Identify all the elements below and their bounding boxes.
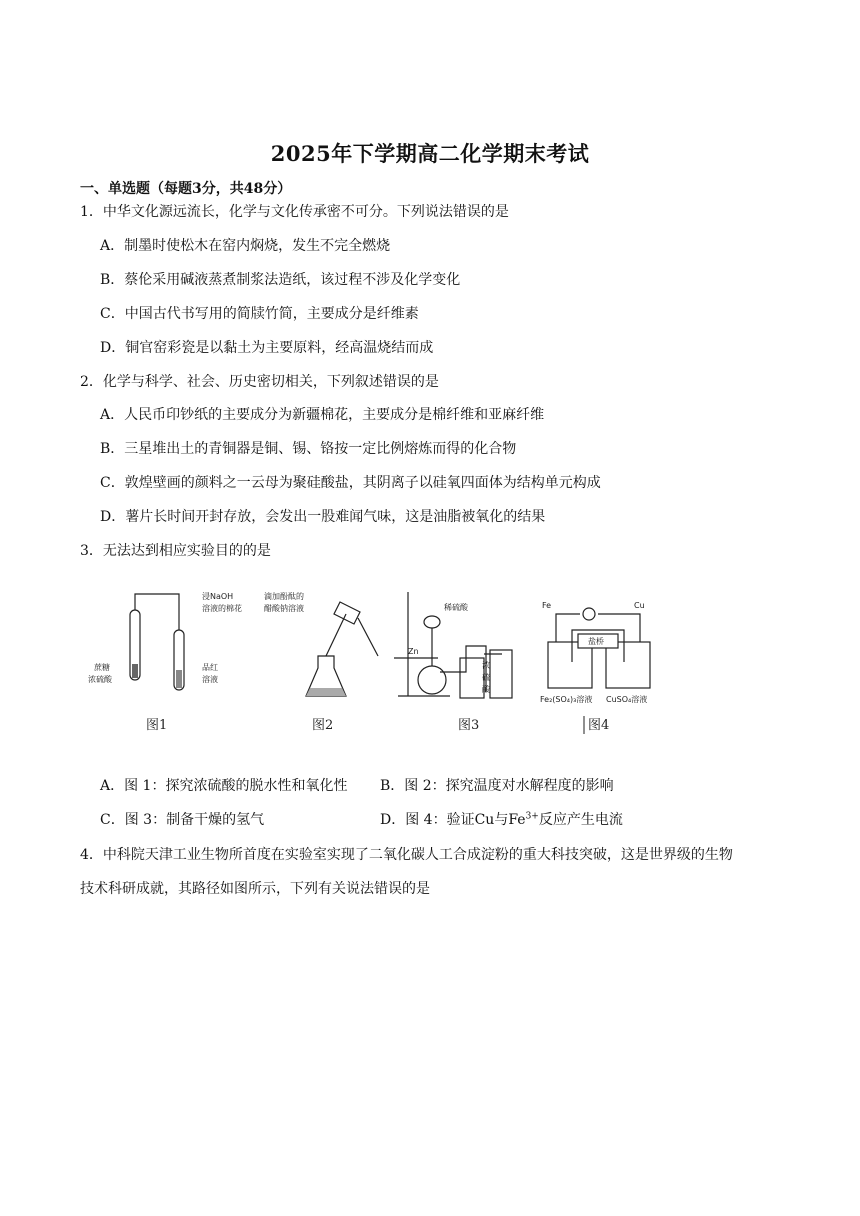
figure-3-label-sulfuric: 硫 — [482, 673, 490, 682]
figure-4-apparatus — [540, 601, 650, 734]
figure-3-label-acid2: 酸 — [482, 685, 490, 694]
figure-2-caption: 图2 — [312, 718, 334, 733]
figure-1-label-naoh: 浸NaOH — [202, 592, 234, 601]
figure-1-label-solution: 溶液 — [202, 675, 218, 684]
figure-4-label-cuso4: CuSO₄溶液 — [606, 695, 648, 704]
question-1-option-d: D．铜官窑彩瓷是以黏土为主要原料，经高温烧结而成 — [100, 340, 434, 356]
figure-1-label-acid: 浓硫酸 — [88, 675, 112, 684]
option-d-charge: 3+ — [525, 811, 539, 822]
experiment-figures — [78, 584, 658, 744]
question-3-option-a: A．图 1：探究浓硫酸的脱水性和氧化性 — [100, 778, 348, 794]
figure-1-label-fuchsin: 品红 — [202, 663, 218, 672]
figure-3-caption: 图3 — [458, 718, 480, 733]
question-1-option-c: C．中国古代书写用的简牍竹简，主要成分是纤维素 — [100, 306, 419, 322]
figure-1-apparatus — [88, 591, 242, 733]
question-2-option-b: B．三星堆出土的青铜器是铜、锡、铬按一定比例熔炼而得的化合物 — [100, 441, 517, 457]
figure-2-label-1: 滴加酚酞的 — [264, 592, 304, 601]
option-d-mid: 与 — [494, 812, 509, 828]
question-1-option-a: A．制墨时使松木在窑内焖烧，发生不完全燃烧 — [100, 238, 391, 254]
figure-2-apparatus — [264, 591, 378, 733]
question-2-option-c: C．敦煌壁画的颜料之一云母为聚硅酸盐，其阴离子以硅氧四面体为结构单元构成 — [100, 475, 601, 491]
question-1-option-b: B．蔡伦采用碱液蒸煮制浆法造纸，该过程不涉及化学变化 — [100, 272, 461, 288]
option-d-prefix: D．图 4：验证 — [380, 812, 475, 828]
question-4-stem-line-1: 4．中科院天津工业生物所首度在实验室实现了二氧化碳人工合成淀粉的重大科技突破，这是世界级的生物 — [80, 847, 733, 863]
option-d-suffix: 反应产生电流 — [538, 812, 623, 828]
option-d-fe: Fe — [508, 812, 526, 828]
figure-3-label-zn: Zn — [408, 647, 419, 656]
question-3-option-c: C．图 3：制备干燥的氢气 — [100, 812, 265, 828]
figure-3-apparatus — [394, 592, 512, 733]
section-heading: 一、单选题（每题3分，共48分） — [80, 181, 292, 197]
figure-4-label-salt-bridge: 盐桥 — [588, 637, 604, 646]
figure-2-label-2: 醋酸钠溶液 — [264, 604, 304, 613]
figure-4-label-fe2so43: Fe₂(SO₄)₃溶液 — [540, 695, 593, 704]
question-2-option-a: A．人民币印钞纸的主要成分为新疆棉花，主要成分是棉纤维和亚麻纤维 — [100, 407, 545, 423]
question-3-option-b: B．图 2：探究温度对水解程度的影响 — [380, 778, 614, 794]
figure-3-label-acid: 稀硫酸 — [444, 603, 468, 612]
figure-4-caption: 图4 — [588, 718, 610, 733]
figure-4-label-cu: Cu — [634, 601, 645, 610]
figure-1-label-cotton: 溶液的棉花 — [202, 604, 242, 613]
option-d-cu: Cu — [474, 812, 495, 828]
figure-1-label-sucrose: 蔗糖 — [94, 663, 110, 672]
question-1-stem: 1．中华文化源远流长，化学与文化传承密不可分。下列说法错误的是 — [80, 204, 509, 220]
page-title: 2025年下学期高二化学期末考试 — [270, 141, 590, 166]
question-2-stem: 2．化学与科学、社会、历史密切相关，下列叙述错误的是 — [80, 374, 439, 390]
figure-1-caption: 图1 — [146, 718, 168, 733]
question-3-stem: 3．无法达到相应实验目的的是 — [80, 543, 271, 559]
figure-3-label-conc: 浓 — [482, 661, 490, 670]
figure-4-label-fe: Fe — [542, 601, 552, 610]
question-3-option-d — [380, 810, 623, 830]
question-2-option-d: D．薯片长时间开封存放，会发出一股难闻气味，这是油脂被氧化的结果 — [100, 509, 546, 525]
question-4-stem-line-2: 技术科研成就，其路径如图所示，下列有关说法错误的是 — [80, 881, 430, 897]
